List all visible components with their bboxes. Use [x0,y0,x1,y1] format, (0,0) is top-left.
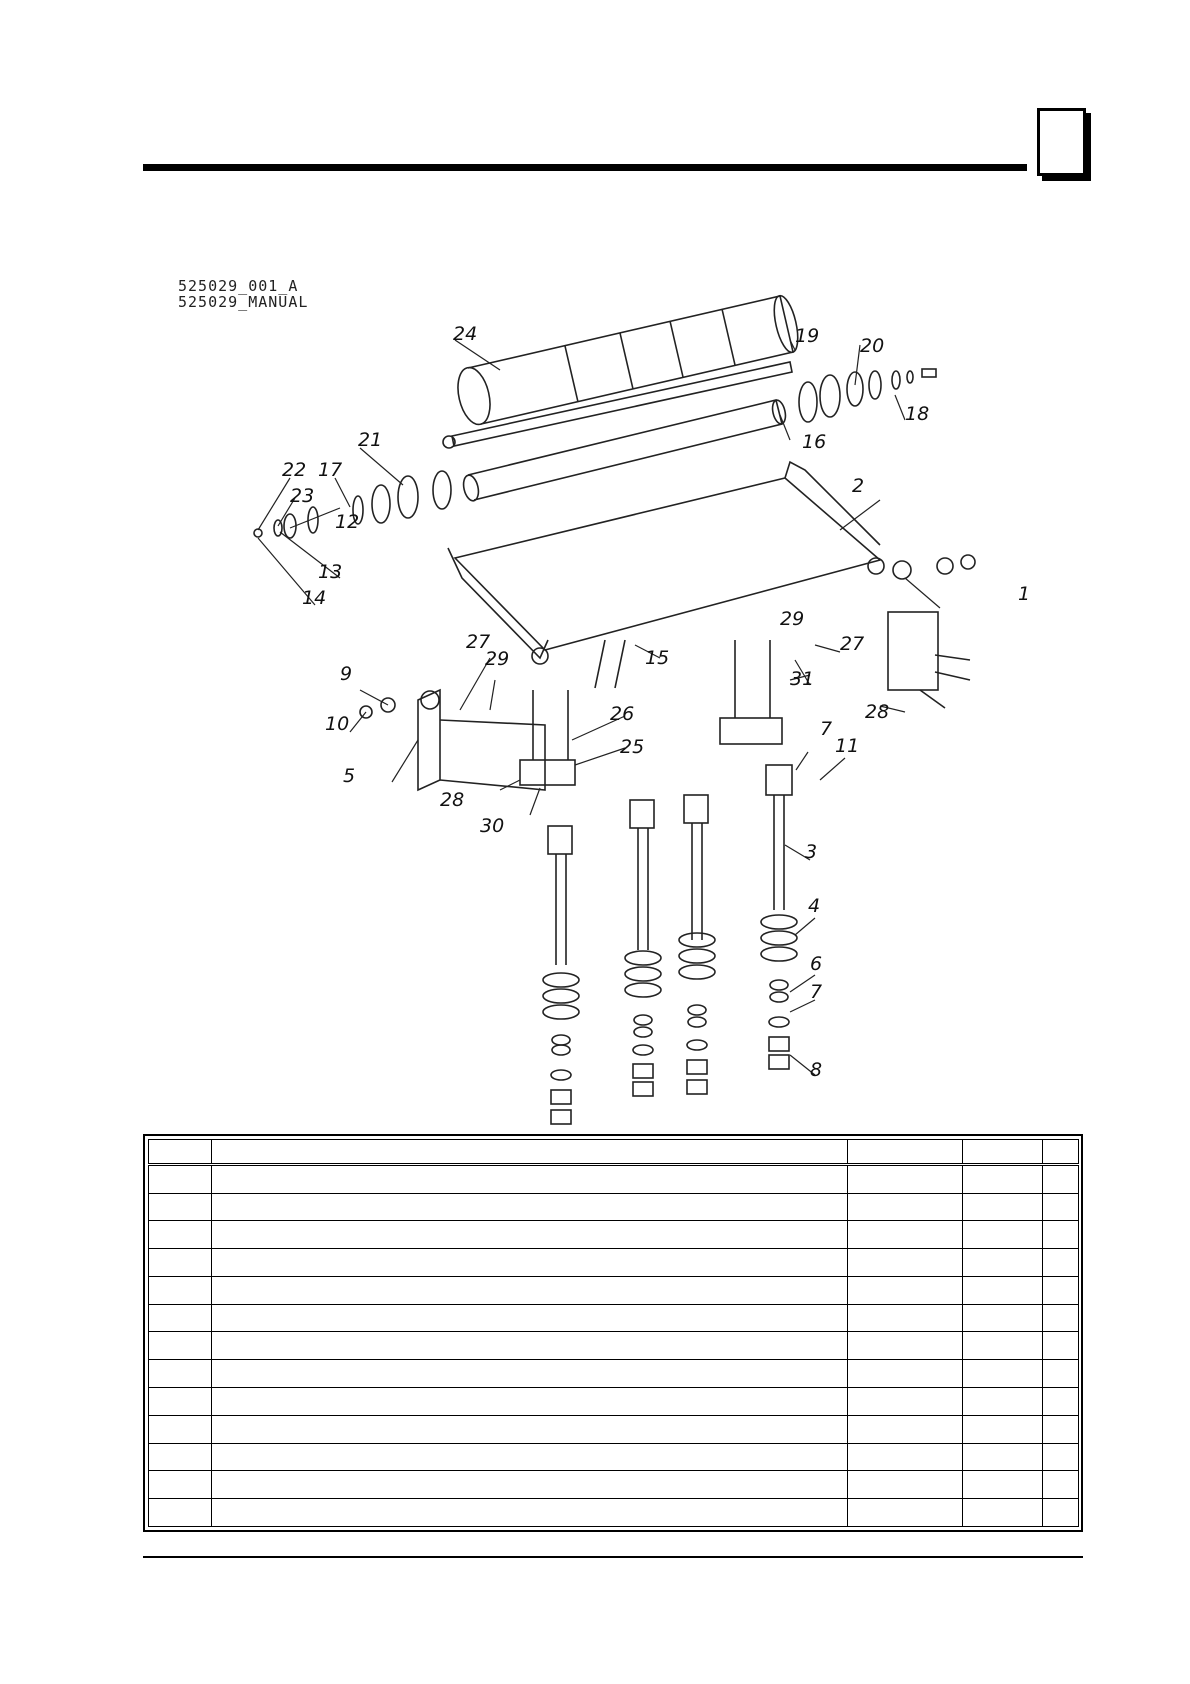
table-cell [963,1415,1043,1443]
callout-25: 25 [620,736,645,758]
callout-7a: 7 [820,718,833,740]
table-cell [212,1164,848,1193]
callout-22: 22 [282,459,307,481]
parts-list-table [143,1134,1083,1532]
table-cell [963,1499,1043,1527]
callout-18: 18 [905,403,930,425]
table-cell [1043,1387,1079,1415]
table-cell [848,1304,963,1332]
col-header [212,1140,848,1165]
table-cell [848,1193,963,1221]
table-cell [848,1415,963,1443]
spring-rod-2 [625,800,661,1096]
table-cell [848,1249,963,1277]
table-cell [149,1415,212,1443]
table-cell [212,1193,848,1221]
table-row [149,1193,1079,1221]
table-row [149,1360,1079,1388]
table-cell [1043,1249,1079,1277]
table-cell [149,1221,212,1249]
table-cell [963,1249,1043,1277]
table-row [149,1304,1079,1332]
table-cell [848,1221,963,1249]
table-cell [1043,1443,1079,1471]
table-cell [1043,1332,1079,1360]
spring-rod-1 [543,826,579,1124]
callout-9: 9 [340,663,353,685]
drawing-code: 525029_001_A [178,277,299,295]
drawing-code: 525029_MANUAL [178,293,309,311]
table-cell [149,1249,212,1277]
table-cell [963,1387,1043,1415]
table-cell [963,1443,1043,1471]
table-row [149,1443,1079,1471]
table-row [149,1387,1079,1415]
table-cell [963,1360,1043,1388]
table-cell [848,1499,963,1527]
callout-26: 26 [610,703,635,725]
table-cell [149,1276,212,1304]
table-cell [212,1221,848,1249]
spring-rod-4 [761,765,797,1069]
table-cell [963,1304,1043,1332]
table-cell [149,1387,212,1415]
callout-8: 8 [810,1059,823,1081]
callout-17: 17 [318,459,343,481]
callout-15: 15 [645,647,670,669]
table-cell [149,1360,212,1388]
table-cell [963,1164,1043,1193]
table-cell [212,1499,848,1527]
table-cell [212,1415,848,1443]
callout-28a: 28 [440,789,465,811]
roller-tube [461,399,787,502]
table-cell [212,1471,848,1499]
callout-10: 10 [325,713,350,735]
table-cell [1043,1221,1079,1249]
table-cell [149,1332,212,1360]
callout-16: 16 [802,431,827,453]
right-bracket [888,555,975,708]
callout-29a: 29 [485,648,510,670]
callout-20: 20 [860,335,885,357]
table-cell [848,1360,963,1388]
table-cell [963,1276,1043,1304]
table-cell [963,1221,1043,1249]
table-cell [848,1471,963,1499]
col-header [963,1140,1043,1165]
table-cell [149,1499,212,1527]
table-cell [149,1304,212,1332]
callout-3: 3 [805,841,818,863]
table-header-row [149,1140,1079,1165]
callout-28b: 28 [865,701,890,723]
callout-11: 11 [835,735,860,757]
callout-14: 14 [302,587,327,609]
table-row [149,1499,1079,1527]
callout-2: 2 [852,475,865,497]
col-header [848,1140,963,1165]
table-cell [1043,1360,1079,1388]
table-cell [1043,1415,1079,1443]
callout-6: 6 [810,953,823,975]
callout-31: 31 [790,668,815,690]
table-cell [212,1387,848,1415]
table-cell [848,1332,963,1360]
table-row [149,1415,1079,1443]
parts-list-grid [148,1139,1079,1527]
frame [448,462,884,664]
table-row [149,1332,1079,1360]
callout-23: 23 [290,485,315,507]
table-cell [848,1276,963,1304]
table-cell [212,1443,848,1471]
table-row [149,1249,1079,1277]
table-cell [149,1164,212,1193]
callout-5: 5 [343,765,356,787]
table-cell [1043,1193,1079,1221]
table-cell [963,1193,1043,1221]
table-cell [1043,1499,1079,1527]
table-cell [212,1304,848,1332]
spring-rod-3 [679,795,715,1094]
table-cell [1043,1304,1079,1332]
table-cell [149,1193,212,1221]
table-cell [848,1164,963,1193]
table-cell [848,1443,963,1471]
callout-13: 13 [318,561,343,583]
col-header [149,1140,212,1165]
callout-1: 1 [1018,583,1031,605]
callout-29b: 29 [780,608,805,630]
callout-7b: 7 [810,981,823,1003]
callout-4: 4 [808,895,821,917]
table-row [149,1471,1079,1499]
table-cell [1043,1276,1079,1304]
table-cell [212,1360,848,1388]
footer-rule [143,1556,1083,1558]
table-cell [1043,1471,1079,1499]
callout-12: 12 [335,511,360,533]
table-row [149,1164,1079,1193]
table-cell [848,1387,963,1415]
col-header [1043,1140,1079,1165]
table-cell [212,1249,848,1277]
callout-21: 21 [358,429,383,451]
table-row [149,1221,1079,1249]
table-cell [963,1332,1043,1360]
table-cell [963,1471,1043,1499]
table-cell [212,1332,848,1360]
callout-30: 30 [480,815,505,837]
callout-27b: 27 [840,633,865,655]
table-cell [212,1276,848,1304]
callout-19: 19 [795,325,820,347]
callout-24: 24 [453,323,478,345]
table-cell [149,1443,212,1471]
callout-27a: 27 [466,631,491,653]
table-cell [149,1471,212,1499]
table-row [149,1276,1079,1304]
table-cell [1043,1164,1079,1193]
